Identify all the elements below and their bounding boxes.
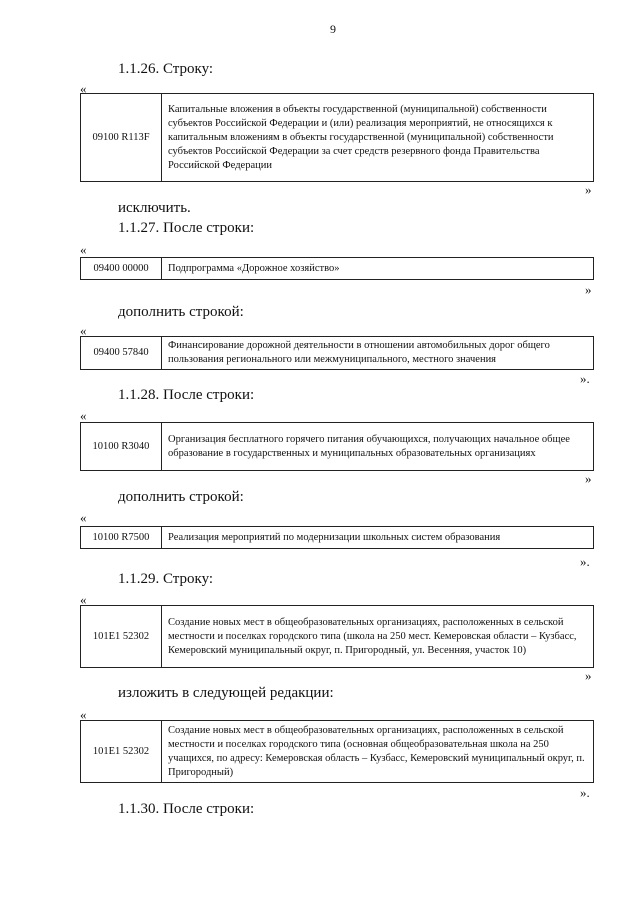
quote-close-period: ». — [580, 785, 590, 800]
table-row-1 — [80, 93, 594, 182]
row-code: 09100 R113F — [81, 94, 162, 182]
quote-open: « — [80, 408, 87, 423]
quote-close-period: ». — [580, 554, 590, 569]
quote-open: « — [80, 707, 87, 722]
row-code: 10100 R3040 — [81, 423, 162, 471]
quote-open: « — [80, 81, 87, 96]
row-code: 09400 00000 — [81, 258, 162, 280]
quote-close: » — [585, 182, 592, 197]
table-row-6 — [80, 605, 594, 668]
row-description: Организация бесплатного горячего питания обучающихся, получающих начальное общее образование в государственных и муниципальных образовательных организациях — [162, 423, 594, 471]
table-row-3 — [80, 336, 594, 370]
table-row-4 — [80, 422, 594, 471]
quote-close-period: ». — [580, 371, 590, 386]
row-description: Создание новых мест в общеобразовательных организациях, расположенных в сельской местности и поселках городского типа (школа на 250 мест. Кемеровская области – Кузбасс, Кемеровский муниципальный округ, п. Пригородный, ул. Весенняя, участок 10) — [162, 606, 594, 668]
quote-open: « — [80, 510, 87, 525]
row-code: 101E1 52302 — [81, 606, 162, 668]
quote-open: « — [80, 323, 87, 338]
table-row-7 — [80, 720, 594, 783]
row-description: Финансирование дорожной деятельности в отношении автомобильных дорог общего пользования регионального или межмуниципального, местного значения — [162, 337, 594, 370]
instruction-add-row: дополнить строкой: — [118, 304, 244, 320]
row-description: Подпрограмма «Дорожное хозяйство» — [162, 258, 594, 280]
section-heading-1-1-30: 1.1.30. После строки: — [118, 801, 255, 817]
row-code: 101E1 52302 — [81, 721, 162, 783]
row-description: Создание новых мест в общеобразовательных организациях, расположенных в сельской местности и поселках городского типа (основная общеобразовательная школа на 250 учащихся, по адресу: Кемеровская область – Кузбасс, Кемеровский муниципальный округ, п. Пригородный) — [162, 721, 594, 783]
row-code: 09400 57840 — [81, 337, 162, 370]
quote-open: « — [80, 242, 87, 257]
table-row-5 — [80, 526, 594, 549]
row-description: Капитальные вложения в объекты государственной (муниципальной) собственности субъектов Российской Федерации и (или) реализация мероприятий, не относящихся к капитальным вложениям в объекты государственной (муниципальной) собственности субъектов Российской Федерации за счет средств резервного фонда Правительства Российской Федерации — [162, 94, 594, 182]
instruction-exclude: исключить. — [118, 200, 191, 216]
section-heading-1-1-26: 1.1.26. Строку: — [118, 61, 214, 77]
instruction-add-row: дополнить строкой: — [118, 489, 244, 505]
section-heading-1-1-28: 1.1.28. После строки: — [118, 387, 255, 403]
page-number: 9 — [330, 22, 336, 36]
quote-close: » — [585, 471, 592, 486]
quote-close: » — [585, 668, 592, 683]
row-code: 10100 R7500 — [81, 527, 162, 549]
instruction-restate: изложить в следующей редакции: — [118, 685, 334, 701]
section-heading-1-1-29: 1.1.29. Строку: — [118, 571, 214, 587]
table-row-2 — [80, 257, 594, 280]
row-description: Реализация мероприятий по модернизации школьных систем образования — [162, 527, 594, 549]
quote-close: » — [585, 282, 592, 297]
quote-open: « — [80, 592, 87, 607]
section-heading-1-1-27: 1.1.27. После строки: — [118, 220, 255, 236]
